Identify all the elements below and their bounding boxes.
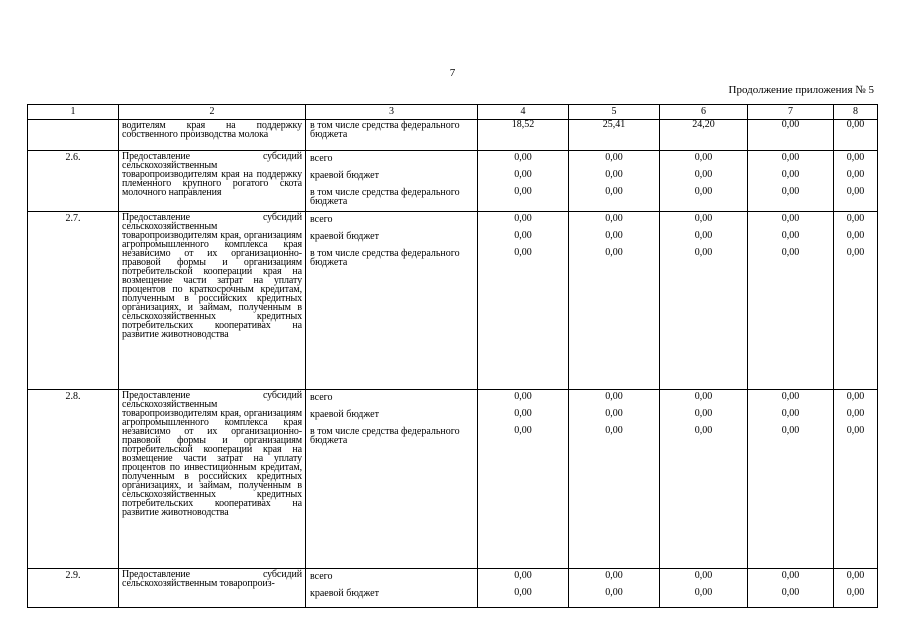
value: 0,00 bbox=[694, 213, 713, 224]
value: 0,00 bbox=[694, 425, 713, 436]
value-cell bbox=[834, 212, 878, 390]
value: 0,00 bbox=[605, 391, 623, 402]
value: 0,00 bbox=[781, 230, 800, 241]
value: 0,00 bbox=[781, 152, 800, 163]
value: 0,00 bbox=[605, 587, 623, 598]
column-header: 2 bbox=[119, 105, 306, 120]
value: 0,00 bbox=[514, 587, 532, 598]
value: 0,00 bbox=[514, 391, 532, 402]
value: 0,00 bbox=[605, 408, 623, 419]
column-header: 6 bbox=[660, 105, 748, 120]
funding-source-label: всего bbox=[310, 392, 333, 403]
value: 0,00 bbox=[514, 152, 532, 163]
column-header: 5 bbox=[569, 105, 660, 120]
value: 0,00 bbox=[781, 186, 800, 197]
column-header: 4 bbox=[478, 105, 569, 120]
value: 0,00 bbox=[605, 570, 623, 581]
row-description: Предоставление субсидий сельскохозяйственным товаропроизводителям края, организациям агропромышленного комплекса края независимо от их организационно-правовой формы и организациям потребительской кооперации края на возмещение части затрат на уплату процентов по инвестиционным кредитам, полученным в российских кредитных организациях, и займам, полученным в сельскохозяйственных кредитных потребительских кооперативах на развитие животноводства bbox=[119, 390, 306, 569]
value: 0,00 bbox=[846, 247, 865, 258]
value-cell bbox=[478, 390, 569, 569]
funding-source-label: всего bbox=[310, 153, 333, 164]
value: 0,00 bbox=[846, 213, 865, 224]
value: 0,00 bbox=[694, 186, 713, 197]
value: 0,00 bbox=[846, 391, 865, 402]
funding-source-cell bbox=[306, 212, 478, 390]
value: 0,00 bbox=[514, 408, 532, 419]
value: 0,00 bbox=[605, 230, 623, 241]
funding-source-label: всего bbox=[310, 214, 333, 225]
row-number: 2.8. bbox=[28, 390, 119, 569]
column-header: 8 bbox=[834, 105, 878, 120]
row-number: 2.6. bbox=[28, 151, 119, 212]
funding-source-label: краевой бюджет bbox=[310, 588, 379, 599]
funding-source-label: краевой бюджет bbox=[310, 231, 379, 242]
value: 0,00 bbox=[694, 587, 713, 598]
value: 0,00 bbox=[605, 186, 623, 197]
table-row bbox=[28, 151, 878, 212]
funding-source-cell bbox=[306, 390, 478, 569]
value-cell bbox=[569, 390, 660, 569]
value: 0,00 bbox=[694, 230, 713, 241]
column-header: 7 bbox=[748, 105, 834, 120]
value-cell bbox=[660, 569, 748, 608]
value: 0,00 bbox=[846, 152, 865, 163]
value-cell bbox=[748, 151, 834, 212]
value: 0,00 bbox=[694, 391, 713, 402]
table-row bbox=[28, 390, 878, 569]
column-header: 1 bbox=[28, 105, 119, 120]
value-cell bbox=[660, 120, 748, 151]
value-cell bbox=[834, 390, 878, 569]
value: 0,00 bbox=[514, 247, 532, 258]
value: 0,00 bbox=[846, 570, 865, 581]
value: 0,00 bbox=[605, 213, 623, 224]
value: 0,00 bbox=[605, 425, 623, 436]
value-cell bbox=[660, 212, 748, 390]
value: 24,20 bbox=[692, 119, 715, 130]
value: 0,00 bbox=[781, 169, 800, 180]
value-cell bbox=[834, 569, 878, 608]
funding-source-label: в том числе средства федерального бюджета bbox=[310, 120, 460, 140]
value: 0,00 bbox=[781, 587, 800, 598]
value-cell bbox=[660, 390, 748, 569]
row-number: 2.9. bbox=[28, 569, 119, 608]
value: 0,00 bbox=[781, 119, 800, 130]
value-cell bbox=[748, 569, 834, 608]
funding-source-label: краевой бюджет bbox=[310, 409, 379, 420]
value: 0,00 bbox=[846, 186, 865, 197]
value: 0,00 bbox=[514, 230, 532, 241]
value-cell bbox=[660, 151, 748, 212]
row-description: Предоставление субсидий сельскохозяйственным товаропроиз- bbox=[119, 569, 306, 608]
value: 0,00 bbox=[846, 230, 865, 241]
value: 0,00 bbox=[514, 570, 532, 581]
value: 0,00 bbox=[514, 425, 532, 436]
table-row bbox=[28, 212, 878, 390]
appendix-continuation-label: Продолжение приложения № 5 bbox=[728, 84, 874, 96]
value: 18,52 bbox=[511, 119, 535, 130]
value: 0,00 bbox=[781, 247, 800, 258]
value: 0,00 bbox=[694, 408, 713, 419]
value-cell bbox=[478, 151, 569, 212]
value: 0,00 bbox=[694, 570, 713, 581]
value-cell bbox=[478, 212, 569, 390]
row-number: 2.7. bbox=[28, 212, 119, 390]
value: 0,00 bbox=[846, 119, 865, 130]
value-cell bbox=[748, 390, 834, 569]
table-row bbox=[28, 569, 878, 608]
funding-source-label: в том числе средства федерального бюджета bbox=[310, 187, 460, 207]
value-cell bbox=[569, 151, 660, 212]
value: 0,00 bbox=[605, 247, 623, 258]
value: 0,00 bbox=[846, 169, 865, 180]
value: 0,00 bbox=[694, 169, 713, 180]
value: 0,00 bbox=[846, 425, 865, 436]
funding-source-cell bbox=[306, 120, 478, 151]
row-description: водителям края на поддержку собственного производства молока bbox=[119, 120, 306, 151]
value: 0,00 bbox=[514, 213, 532, 224]
value: 0,00 bbox=[846, 587, 865, 598]
value-cell bbox=[834, 151, 878, 212]
value: 0,00 bbox=[781, 425, 800, 436]
value: 0,00 bbox=[781, 213, 800, 224]
value-cell bbox=[478, 120, 569, 151]
value-cell bbox=[748, 212, 834, 390]
value: 0,00 bbox=[514, 169, 532, 180]
page-number: 7 bbox=[449, 67, 456, 79]
row-number bbox=[28, 120, 119, 151]
row-description: Предоставление субсидий сельскохозяйственным товаропроизводителям края на поддержку племенного крупного рогатого скота молочного направления bbox=[119, 151, 306, 212]
value: 0,00 bbox=[514, 186, 532, 197]
value: 25,41 bbox=[602, 119, 626, 130]
value-cell bbox=[748, 120, 834, 151]
funding-source-cell bbox=[306, 151, 478, 212]
value-cell bbox=[569, 212, 660, 390]
value: 0,00 bbox=[846, 408, 865, 419]
value: 0,00 bbox=[694, 152, 713, 163]
value-cell bbox=[478, 569, 569, 608]
value-cell bbox=[569, 569, 660, 608]
value: 0,00 bbox=[694, 247, 713, 258]
value: 0,00 bbox=[781, 391, 800, 402]
funding-source-label: краевой бюджет bbox=[310, 170, 379, 181]
value: 0,00 bbox=[781, 408, 800, 419]
budget-table bbox=[27, 104, 878, 608]
table-header-row bbox=[28, 105, 878, 120]
column-header: 3 bbox=[306, 105, 478, 120]
funding-source-label: в том числе средства федерального бюджета bbox=[310, 248, 460, 268]
row-description: Предоставление субсидий сельскохозяйственным товаропроизводителям края, организациям агропромышленного комплекса края независимо от их организационно-правовой формы и организациям потребительской кооперации края на возмещение части затрат на уплату процентов по краткосрочным кредитам, полученным в российских кредитных организациях, и займам, полученным в сельскохозяйственных кредитных потребительских кооперативах на развитие животноводства bbox=[119, 212, 306, 390]
table-row bbox=[28, 120, 878, 151]
value: 0,00 bbox=[605, 169, 623, 180]
value-cell bbox=[569, 120, 660, 151]
funding-source-label: всего bbox=[310, 571, 333, 582]
value: 0,00 bbox=[781, 570, 800, 581]
value: 0,00 bbox=[605, 152, 623, 163]
funding-source-label: в том числе средства федерального бюджета bbox=[310, 426, 460, 446]
funding-source-cell bbox=[306, 569, 478, 608]
value-cell bbox=[834, 120, 878, 151]
